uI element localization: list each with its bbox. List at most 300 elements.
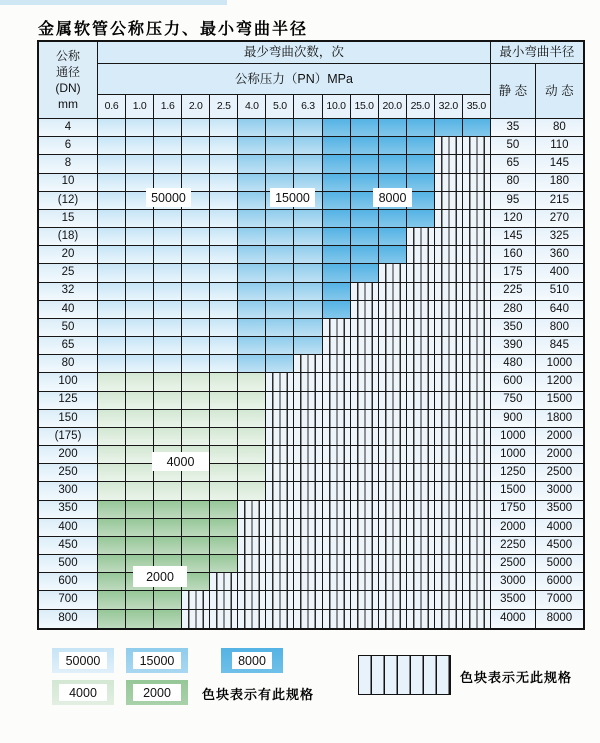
row-label-dn: 100 [39, 373, 98, 391]
legend-no-spec-text: 色块表示无此规格 [460, 670, 573, 685]
col-header-35.0: 35.0 [463, 95, 491, 119]
static-value: 2000 [491, 519, 536, 537]
spec-cell [154, 482, 182, 500]
spec-cell [323, 373, 351, 391]
spec-cell [407, 137, 435, 155]
dynamic-value: 180 [536, 174, 583, 192]
corner-cell: 公称 通径 (DN) mm [39, 42, 98, 119]
spec-cell [98, 264, 126, 282]
spec-cell [182, 283, 210, 301]
dynamic-value: 325 [536, 228, 583, 246]
static-value: 390 [491, 337, 536, 355]
static-header: 静 态 [491, 64, 536, 119]
row-label-dn: (175) [39, 428, 98, 446]
legend-swatch-4000 [52, 680, 114, 705]
spec-cell [323, 537, 351, 555]
spec-cell [435, 355, 463, 373]
spec-cell [407, 482, 435, 500]
spec-cell [238, 501, 266, 519]
spec-cell [435, 301, 463, 319]
spec-cell [182, 155, 210, 173]
spec-cell [407, 446, 435, 464]
spec-cell [463, 174, 491, 192]
spec-cell [435, 228, 463, 246]
spec-cell [407, 228, 435, 246]
spec-cell [463, 246, 491, 264]
spec-cell [463, 482, 491, 500]
spec-cell [98, 519, 126, 537]
spec-cell [407, 155, 435, 173]
spec-cell [294, 283, 322, 301]
spec-cell [351, 555, 379, 573]
spec-cell [407, 210, 435, 228]
spec-cell [435, 210, 463, 228]
spec-cell [435, 410, 463, 428]
spec-cell [323, 464, 351, 482]
spec-cell [463, 192, 491, 210]
legend-swatch-label: 8000 [232, 652, 272, 669]
row-label-dn: 150 [39, 410, 98, 428]
dynamic-value: 845 [536, 337, 583, 355]
spec-cell [463, 337, 491, 355]
spec-cell [210, 482, 238, 500]
spec-cell [407, 537, 435, 555]
spec-cell [238, 210, 266, 228]
spec-cell [126, 428, 154, 446]
spec-cell [351, 537, 379, 555]
spec-cell [379, 392, 407, 410]
spec-cell [154, 373, 182, 391]
spec-cell [210, 410, 238, 428]
spec-cell [182, 301, 210, 319]
spec-cell [407, 428, 435, 446]
static-value: 1250 [491, 464, 536, 482]
dynamic-value: 3500 [536, 501, 583, 519]
spec-cell [463, 119, 491, 137]
spec-cell [238, 283, 266, 301]
spec-cell [463, 446, 491, 464]
spec-cell [323, 192, 351, 210]
spec-cell [238, 155, 266, 173]
spec-cell [463, 501, 491, 519]
spec-cell [294, 337, 322, 355]
spec-cell [266, 610, 294, 628]
spec-cell [294, 264, 322, 282]
spec-cell [126, 228, 154, 246]
dynamic-value: 8000 [536, 610, 583, 628]
dynamic-header: 动 态 [536, 64, 583, 119]
spec-cell [182, 392, 210, 410]
static-value: 175 [491, 264, 536, 282]
spec-cell [351, 373, 379, 391]
static-value: 1500 [491, 482, 536, 500]
spec-cell [351, 501, 379, 519]
spec-cell [238, 537, 266, 555]
spec-cell [323, 119, 351, 137]
spec-cell [210, 137, 238, 155]
spec-cell [182, 610, 210, 628]
spec-cell [379, 482, 407, 500]
spec-cell [266, 519, 294, 537]
spec-cell [210, 301, 238, 319]
row-label-dn: 450 [39, 537, 98, 555]
spec-cell [210, 210, 238, 228]
spec-cell [323, 392, 351, 410]
static-value: 95 [491, 192, 536, 210]
spec-cell [463, 283, 491, 301]
spec-cell [154, 319, 182, 337]
dynamic-value: 360 [536, 246, 583, 264]
spec-cell [238, 392, 266, 410]
spec-cell [210, 428, 238, 446]
spec-cell [238, 373, 266, 391]
spec-cell [238, 319, 266, 337]
spec-cell [294, 537, 322, 555]
spec-cell [98, 137, 126, 155]
spec-cell [126, 537, 154, 555]
spec-cell [463, 373, 491, 391]
spec-cell [379, 373, 407, 391]
spec-cell [435, 501, 463, 519]
static-value: 480 [491, 355, 536, 373]
spec-cell [98, 192, 126, 210]
col-header-2.0: 2.0 [182, 95, 210, 119]
dynamic-value: 2000 [536, 446, 583, 464]
spec-cell [154, 155, 182, 173]
spec-cell [210, 373, 238, 391]
spec-cell [407, 337, 435, 355]
spec-cell [266, 501, 294, 519]
spec-cell [210, 264, 238, 282]
spec-table-grid [39, 42, 583, 628]
spec-cell [154, 591, 182, 609]
spec-cell [351, 428, 379, 446]
spec-cell [266, 573, 294, 591]
spec-table [37, 40, 585, 630]
spec-cell [294, 246, 322, 264]
spec-cell [98, 174, 126, 192]
col-header-4.0: 4.0 [238, 95, 266, 119]
spec-cell [435, 537, 463, 555]
spec-cell [182, 410, 210, 428]
spec-cell [294, 501, 322, 519]
legend-swatch-label: 2000 [133, 684, 181, 701]
legend-hatch-swatch [358, 655, 451, 695]
spec-cell [407, 464, 435, 482]
static-value: 280 [491, 301, 536, 319]
spec-cell [379, 591, 407, 609]
spec-cell [154, 210, 182, 228]
spec-cell [435, 137, 463, 155]
spec-cell [98, 537, 126, 555]
spec-cell [323, 591, 351, 609]
spec-cell [238, 446, 266, 464]
spec-cell [294, 482, 322, 500]
spec-cell [266, 337, 294, 355]
dynamic-value: 400 [536, 264, 583, 282]
spec-cell [98, 392, 126, 410]
spec-cell [266, 155, 294, 173]
dynamic-value: 4500 [536, 537, 583, 555]
spec-cell [379, 119, 407, 137]
spec-cell [407, 519, 435, 537]
spec-cell [294, 446, 322, 464]
spec-cell [154, 337, 182, 355]
spec-cell [126, 591, 154, 609]
spec-cell [351, 464, 379, 482]
spec-cell [154, 355, 182, 373]
spec-cell [126, 464, 154, 482]
spec-cell [351, 410, 379, 428]
spec-cell [379, 446, 407, 464]
spec-cell [266, 355, 294, 373]
spec-cell [351, 319, 379, 337]
spec-cell [266, 410, 294, 428]
col-header-2.5: 2.5 [210, 95, 238, 119]
spec-cell [463, 464, 491, 482]
col-header-1.0: 1.0 [126, 95, 154, 119]
static-value: 600 [491, 373, 536, 391]
row-label-dn: 20 [39, 246, 98, 264]
spec-cell [407, 264, 435, 282]
spec-cell [238, 337, 266, 355]
spec-cell [126, 155, 154, 173]
spec-cell [379, 410, 407, 428]
spec-cell [323, 228, 351, 246]
spec-cell [210, 537, 238, 555]
spec-cell [98, 210, 126, 228]
row-label-dn: (18) [39, 228, 98, 246]
col-header-6.3: 6.3 [294, 95, 322, 119]
spec-cell [210, 319, 238, 337]
spec-cell [463, 355, 491, 373]
row-label-dn: 700 [39, 591, 98, 609]
legend-swatch-2000 [126, 680, 188, 705]
spec-cell [323, 301, 351, 319]
spec-cell [323, 501, 351, 519]
row-label-dn: 800 [39, 610, 98, 628]
spec-cell [210, 591, 238, 609]
spec-cell [238, 482, 266, 500]
top-decor-strip [0, 0, 227, 5]
row-label-dn: 50 [39, 319, 98, 337]
spec-cell [182, 337, 210, 355]
spec-cell [266, 555, 294, 573]
static-value: 1750 [491, 501, 536, 519]
dynamic-value: 215 [536, 192, 583, 210]
spec-cell [407, 392, 435, 410]
spec-cell [266, 591, 294, 609]
spec-cell [463, 319, 491, 337]
spec-cell [379, 210, 407, 228]
spec-cell [294, 137, 322, 155]
legend-swatch-label: 4000 [59, 684, 107, 701]
spec-cell [351, 610, 379, 628]
spec-cell [323, 610, 351, 628]
static-value: 750 [491, 392, 536, 410]
spec-cell [238, 591, 266, 609]
row-label-dn: 65 [39, 337, 98, 355]
row-label-dn: 200 [39, 446, 98, 464]
spec-cell [98, 591, 126, 609]
row-label-dn: 15 [39, 210, 98, 228]
spec-cell [182, 119, 210, 137]
spec-cell [182, 355, 210, 373]
spec-cell [379, 246, 407, 264]
row-label-dn: 8 [39, 155, 98, 173]
spec-cell [435, 174, 463, 192]
spec-cell [182, 246, 210, 264]
spec-cell [266, 119, 294, 137]
spec-cell [126, 610, 154, 628]
spec-cell [435, 246, 463, 264]
spec-cell [126, 355, 154, 373]
spec-cell [463, 610, 491, 628]
row-label-dn: 250 [39, 464, 98, 482]
dynamic-value: 510 [536, 283, 583, 301]
spec-cell [407, 410, 435, 428]
spec-cell [182, 373, 210, 391]
spec-cell [98, 119, 126, 137]
legend-swatch-15000 [126, 648, 188, 673]
spec-cell [294, 210, 322, 228]
spec-cell [238, 410, 266, 428]
spec-cell [210, 501, 238, 519]
row-label-dn: 4 [39, 119, 98, 137]
spec-cell [238, 119, 266, 137]
spec-cell [266, 373, 294, 391]
static-value: 900 [491, 410, 536, 428]
spec-cell [98, 410, 126, 428]
spec-cell [238, 464, 266, 482]
spec-cell [238, 301, 266, 319]
spec-cell [266, 537, 294, 555]
spec-cell [407, 283, 435, 301]
spec-cell [463, 591, 491, 609]
spec-cell [407, 610, 435, 628]
spec-cell [463, 555, 491, 573]
spec-cell [379, 573, 407, 591]
spec-cell [210, 464, 238, 482]
row-label-dn: 32 [39, 283, 98, 301]
row-label-dn: 25 [39, 264, 98, 282]
row-label-dn: 600 [39, 573, 98, 591]
spec-cell [154, 283, 182, 301]
cycle-count-label: 8000 [373, 188, 412, 207]
spec-cell [351, 446, 379, 464]
spec-cell [294, 392, 322, 410]
dynamic-value: 1000 [536, 355, 583, 373]
spec-cell [126, 246, 154, 264]
spec-cell [407, 501, 435, 519]
spec-cell [126, 501, 154, 519]
spec-cell [294, 519, 322, 537]
spec-cell [323, 573, 351, 591]
spec-cell [98, 283, 126, 301]
spec-cell [379, 501, 407, 519]
spec-cell [266, 210, 294, 228]
legend-swatch-label: 15000 [133, 652, 181, 669]
spec-cell [154, 264, 182, 282]
spec-cell [98, 228, 126, 246]
legend-swatch-label: 50000 [59, 652, 107, 669]
spec-cell [210, 355, 238, 373]
dynamic-value: 1200 [536, 373, 583, 391]
spec-cell [126, 373, 154, 391]
cycles-header: 最少弯曲次数，次 [98, 42, 491, 64]
spec-cell [238, 137, 266, 155]
spec-cell [294, 464, 322, 482]
spec-cell [266, 228, 294, 246]
spec-cell [463, 210, 491, 228]
spec-cell [98, 246, 126, 264]
row-label-dn: 6 [39, 137, 98, 155]
spec-cell [323, 264, 351, 282]
spec-cell [294, 119, 322, 137]
static-value: 2250 [491, 537, 536, 555]
radius-header: 最小弯曲半径 [491, 42, 583, 64]
spec-cell [323, 337, 351, 355]
row-label-dn: 10 [39, 174, 98, 192]
spec-cell [98, 446, 126, 464]
spec-cell [463, 301, 491, 319]
static-value: 3000 [491, 573, 536, 591]
spec-cell [210, 519, 238, 537]
spec-cell [266, 319, 294, 337]
spec-cell [294, 355, 322, 373]
spec-cell [182, 591, 210, 609]
spec-cell [294, 373, 322, 391]
spec-cell [294, 228, 322, 246]
spec-cell [435, 119, 463, 137]
spec-cell [435, 264, 463, 282]
spec-cell [351, 155, 379, 173]
dynamic-value: 1500 [536, 392, 583, 410]
legend-swatch-8000 [221, 648, 283, 673]
spec-cell [435, 428, 463, 446]
spec-cell [323, 283, 351, 301]
spec-cell [294, 410, 322, 428]
spec-cell [154, 392, 182, 410]
spec-cell [351, 210, 379, 228]
spec-cell [323, 555, 351, 573]
spec-cell [379, 555, 407, 573]
spec-cell [98, 301, 126, 319]
spec-cell [407, 301, 435, 319]
spec-cell [98, 501, 126, 519]
spec-cell [294, 319, 322, 337]
spec-cell [294, 555, 322, 573]
static-value: 160 [491, 246, 536, 264]
spec-cell [435, 446, 463, 464]
spec-cell [182, 264, 210, 282]
dynamic-value: 5000 [536, 555, 583, 573]
spec-cell [266, 446, 294, 464]
spec-cell [351, 573, 379, 591]
spec-cell [210, 337, 238, 355]
spec-cell [154, 137, 182, 155]
dynamic-value: 2000 [536, 428, 583, 446]
row-label-dn: 350 [39, 501, 98, 519]
static-value: 2500 [491, 555, 536, 573]
cycle-count-label: 4000 [152, 452, 209, 471]
spec-cell [463, 428, 491, 446]
col-header-32.0: 32.0 [435, 95, 463, 119]
spec-cell [126, 319, 154, 337]
spec-cell [294, 428, 322, 446]
spec-cell [323, 519, 351, 537]
spec-cell [182, 428, 210, 446]
